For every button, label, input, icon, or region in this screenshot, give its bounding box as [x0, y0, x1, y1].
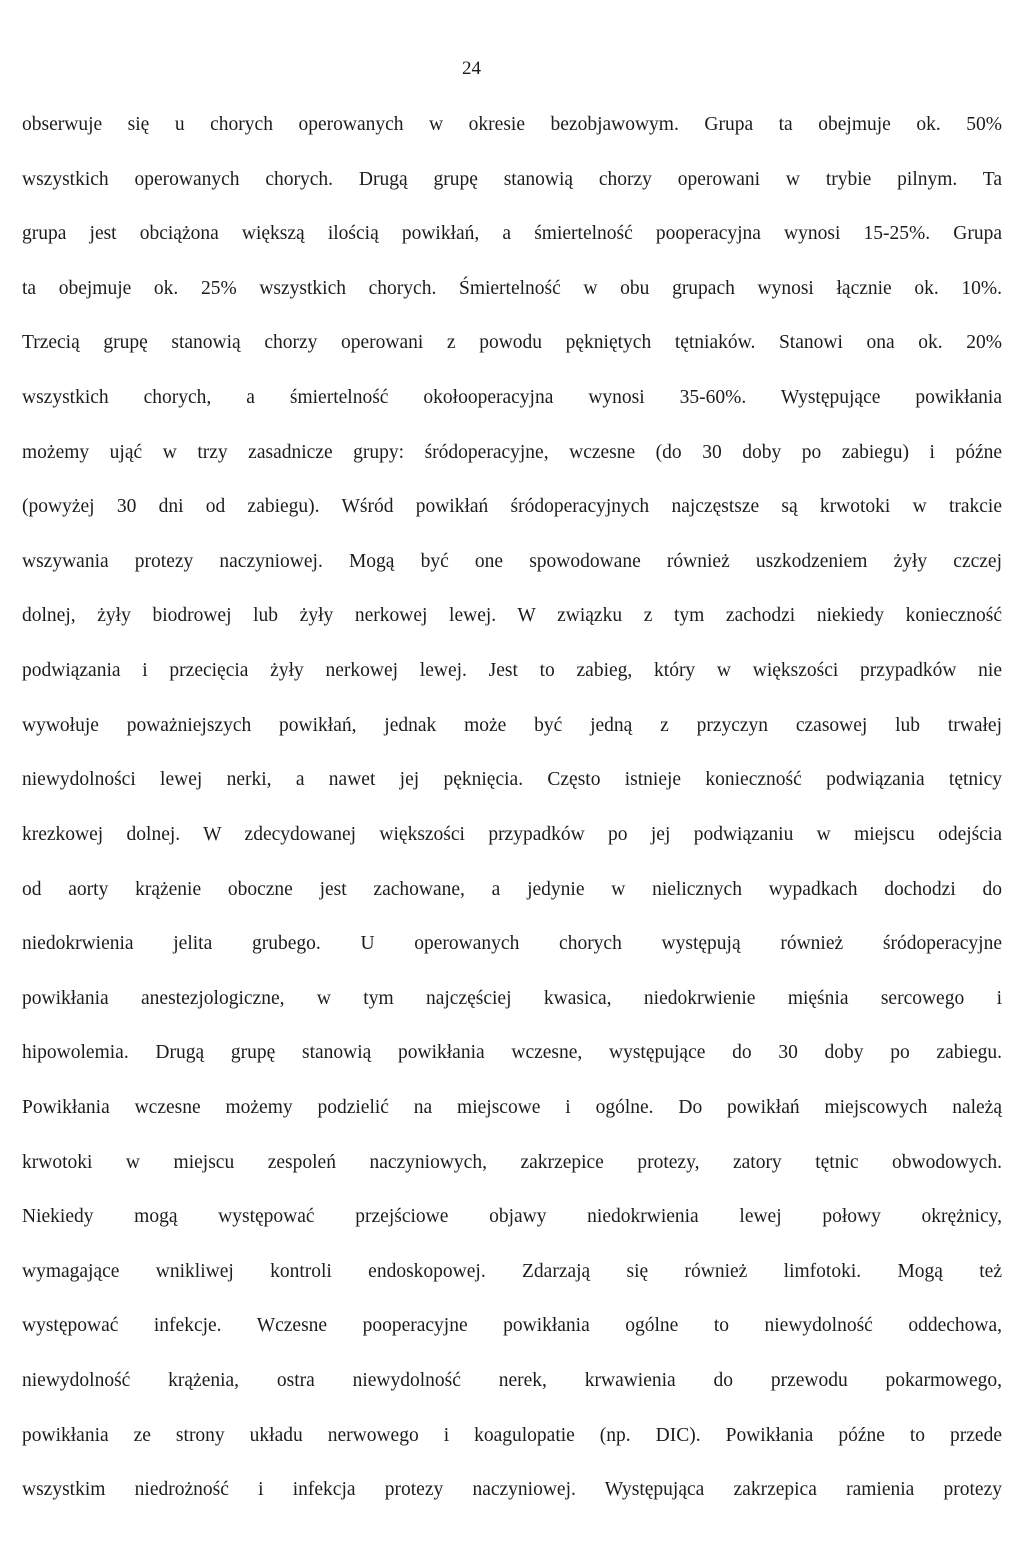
text-line: krwotoki w miejscu zespoleń naczyniowych, zakrzepice protezy, zatory tętnic obwodowych. — [22, 1151, 1002, 1173]
text-line: Trzecią grupę stanowią chorzy operowani z powodu pękniętych tętniaków. Stanowi ona ok. 20% — [22, 332, 1002, 354]
text-line: wszystkich chorych, a śmiertelność okołooperacyjna wynosi 35-60%. Występujące powikłania — [22, 387, 1002, 409]
text-line: występować infekcje. Wczesne pooperacyjne powikłania ogólne to niewydolność oddechowa, — [22, 1315, 1002, 1337]
text-line: ta obejmuje ok. 25% wszystkich chorych. Śmiertelność w obu grupach wynosi łącznie ok. 10%. — [22, 277, 1002, 299]
text-line: możemy ująć w trzy zasadnicze grupy: śródoperacyjne, wczesne (do 30 doby po zabiegu) i późne — [22, 441, 1002, 463]
body-text — [22, 102, 1002, 1522]
text-line: niewydolność krążenia, ostra niewydolność nerek, krwawienia do przewodu pokarmowego, — [22, 1370, 1002, 1392]
text-line: wymagające wnikliwej kontroli endoskopowej. Zdarzają się również limfotoki. Mogą też — [22, 1260, 1002, 1282]
text-line: wszystkich operowanych chorych. Drugą grupę stanowią chorzy operowani w trybie pilnym. Ta — [22, 168, 1002, 190]
text-line: wszywania protezy naczyniowej. Mogą być one spowodowane również uszkodzeniem żyły czczej — [22, 550, 1002, 572]
text-line: grupa jest obciążona większą ilością powikłań, a śmiertelność pooperacyjna wynosi 15-25%. Grupa — [22, 223, 1002, 245]
text-line: od aorty krążenie oboczne jest zachowane, a jedynie w nielicznych wypadkach dochodzi do — [22, 878, 1002, 900]
text-line: Powikłania wczesne możemy podzielić na miejscowe i ogólne. Do powikłań miejscowych należą — [22, 1096, 1002, 1118]
text-line: hipowolemia. Drugą grupę stanowią powikłania wczesne, występujące do 30 doby po zabiegu. — [22, 1042, 1002, 1064]
text-line: (powyżej 30 dni od zabiegu). Wśród powikłań śródoperacyjnych najczęstsze są krwotoki w trakcie — [22, 496, 1002, 518]
text-line: niewydolności lewej nerki, a nawet jej pęknięcia. Często istnieje konieczność podwiązania tętnicy — [22, 769, 1002, 791]
page-number: 24 — [462, 58, 481, 79]
text-line: wszystkim niedrożność i infekcja protezy naczyniowej. Występująca zakrzepica ramienia protezy — [22, 1479, 1002, 1501]
text-line: obserwuje się u chorych operowanych w okresie bezobjawowym. Grupa ta obejmuje ok. 50% — [22, 114, 1002, 135]
text-line: powikłania ze strony układu nerwowego i koagulopatie (np. DIC). Powikłania późne to przede — [22, 1424, 1002, 1446]
text-line: podwiązania i przecięcia żyły nerkowej lewej. Jest to zabieg, który w większości przypadków nie — [22, 660, 1002, 682]
text-line: krezkowej dolnej. W zdecydowanej większości przypadków po jej podwiązaniu w miejscu odejścia — [22, 823, 1002, 845]
text-line: Niekiedy mogą występować przejściowe objawy niedokrwienia lewej połowy okrężnicy, — [22, 1206, 1002, 1228]
text-line: niedokrwienia jelita grubego. U operowanych chorych występują również śródoperacyjne — [22, 933, 1002, 955]
text-line: powikłania anestezjologiczne, w tym najczęściej kwasica, niedokrwienie mięśnia sercowego i — [22, 987, 1002, 1009]
text-line: wywołuje poważniejszych powikłań, jednak może być jedną z przyczyn czasowej lub trwałej — [22, 714, 1002, 736]
text-line: dolnej, żyły biodrowej lub żyły nerkowej lewej. W związku z tym zachodzi niekiedy konieczność — [22, 605, 1002, 627]
